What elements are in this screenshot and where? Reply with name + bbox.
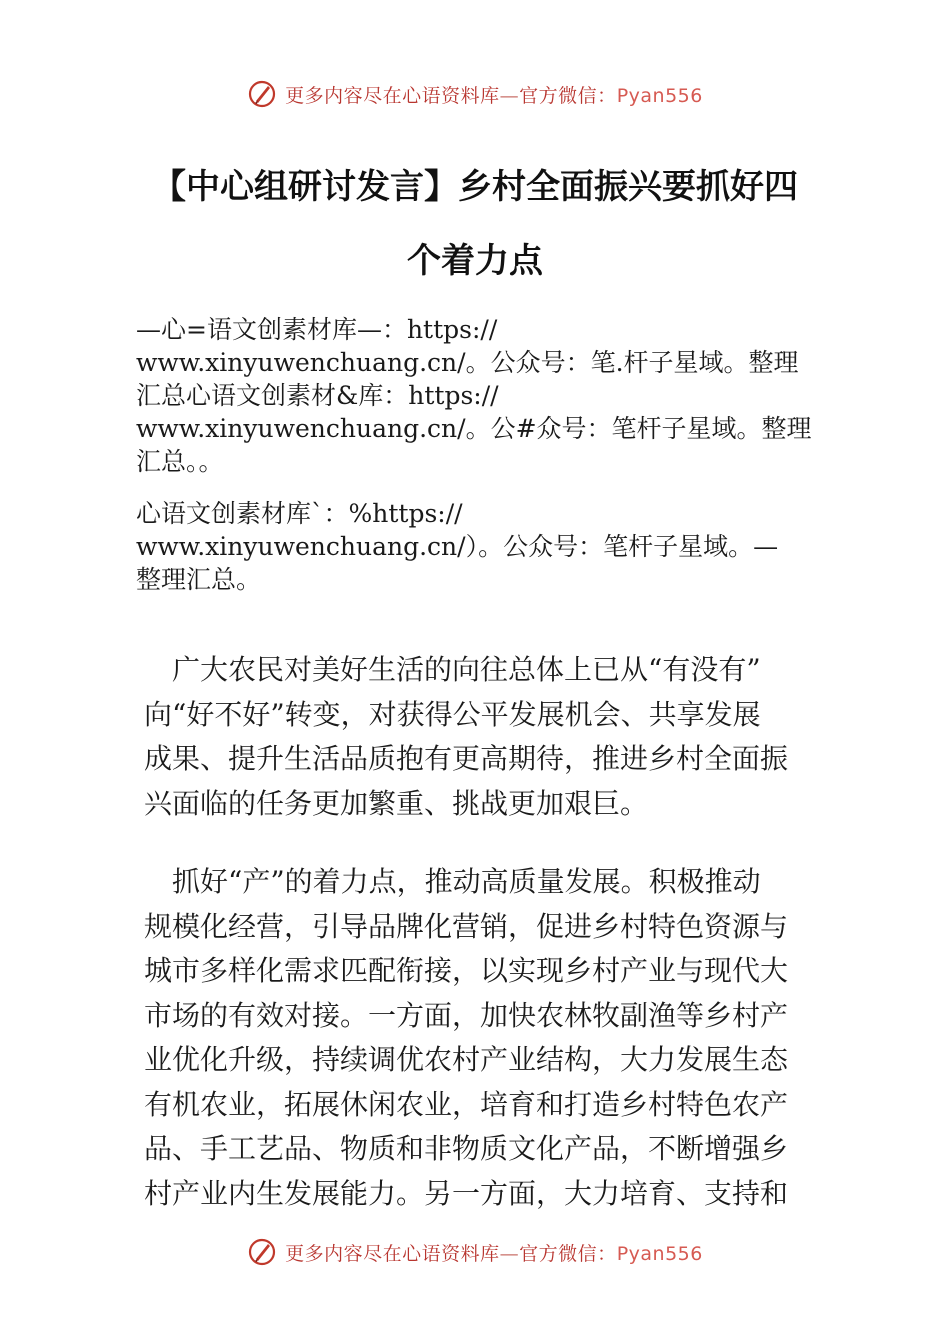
footer-banner <box>0 1232 950 1272</box>
title-line: 个着力点 <box>407 241 543 281</box>
paragraph-line: 兴面临的任务更加繁重、挑战更加艰巨。 <box>144 786 649 820</box>
body-paragraph <box>144 860 824 1216</box>
quill-pen-logo-icon <box>247 1237 277 1267</box>
body-paragraph <box>144 648 824 826</box>
quill-pen-logo-icon <box>247 79 277 109</box>
source-line: 整理汇总。 <box>136 565 262 594</box>
paragraph-line: 有机农业，拓展休闲农业，培育和打造乡村特色农产 <box>144 1087 789 1121</box>
paragraph-line: 抓好“产”的着力点，推动高质量发展。积极推动 <box>144 865 761 898</box>
source-line: —心=语文创素材库—：https:// <box>136 315 498 344</box>
paragraph-line: 品、手工艺品、物质和非物质文化产品，不断增强乡 <box>144 1132 789 1165</box>
banner-text: 更多内容尽在心语资料库—官方微信：Pyan556 <box>285 1242 703 1265</box>
source-line: www.xinyuwenchuang.cn/。公众号：笔.杆子星域。整理 <box>136 348 799 377</box>
source-line: www.xinyuwenchuang.cn/）。公众号：笔杆子星域。— <box>136 532 779 561</box>
source-line: 汇总心语文创素材&库：https:// <box>136 381 499 410</box>
paragraph-line: 业优化升级，持续调优农村产业结构，大力发展生态 <box>144 1043 789 1076</box>
title-line: 【中心组研讨发言】乡村全面振兴要抓好四 <box>152 167 798 207</box>
paragraph-line: 成果、提升生活品质抱有更高期待，推进乡村全面振 <box>144 742 789 775</box>
paragraph-line: 向“好不好”转变，对获得公平发展机会、共享发展 <box>144 697 761 731</box>
paragraph-line: 城市多样化需求匹配衔接，以实现乡村产业与现代大 <box>144 954 789 987</box>
banner-text: 更多内容尽在心语资料库—官方微信：Pyan556 <box>285 84 703 107</box>
header-banner <box>0 74 950 114</box>
source-line: 汇总。。 <box>136 447 224 476</box>
paragraph-line: 广大农民对美好生活的向往总体上已从“有没有” <box>144 653 761 686</box>
source-note <box>136 497 856 596</box>
source-line: 心语文创素材库`：%https:// <box>136 499 463 528</box>
document-title <box>80 150 870 298</box>
paragraph-line: 市场的有效对接。一方面，加快农林牧副渔等乡村产 <box>144 998 789 1032</box>
source-line: www.xinyuwenchuang.cn/。公#众号：笔杆子星域。整理 <box>136 414 812 443</box>
paragraph-line: 规模化经营，引导品牌化营销，促进乡村特色资源与 <box>144 909 789 943</box>
source-note <box>136 313 856 478</box>
paragraph-line: 村产业内生发展能力。另一方面，大力培育、支持和 <box>144 1176 789 1210</box>
